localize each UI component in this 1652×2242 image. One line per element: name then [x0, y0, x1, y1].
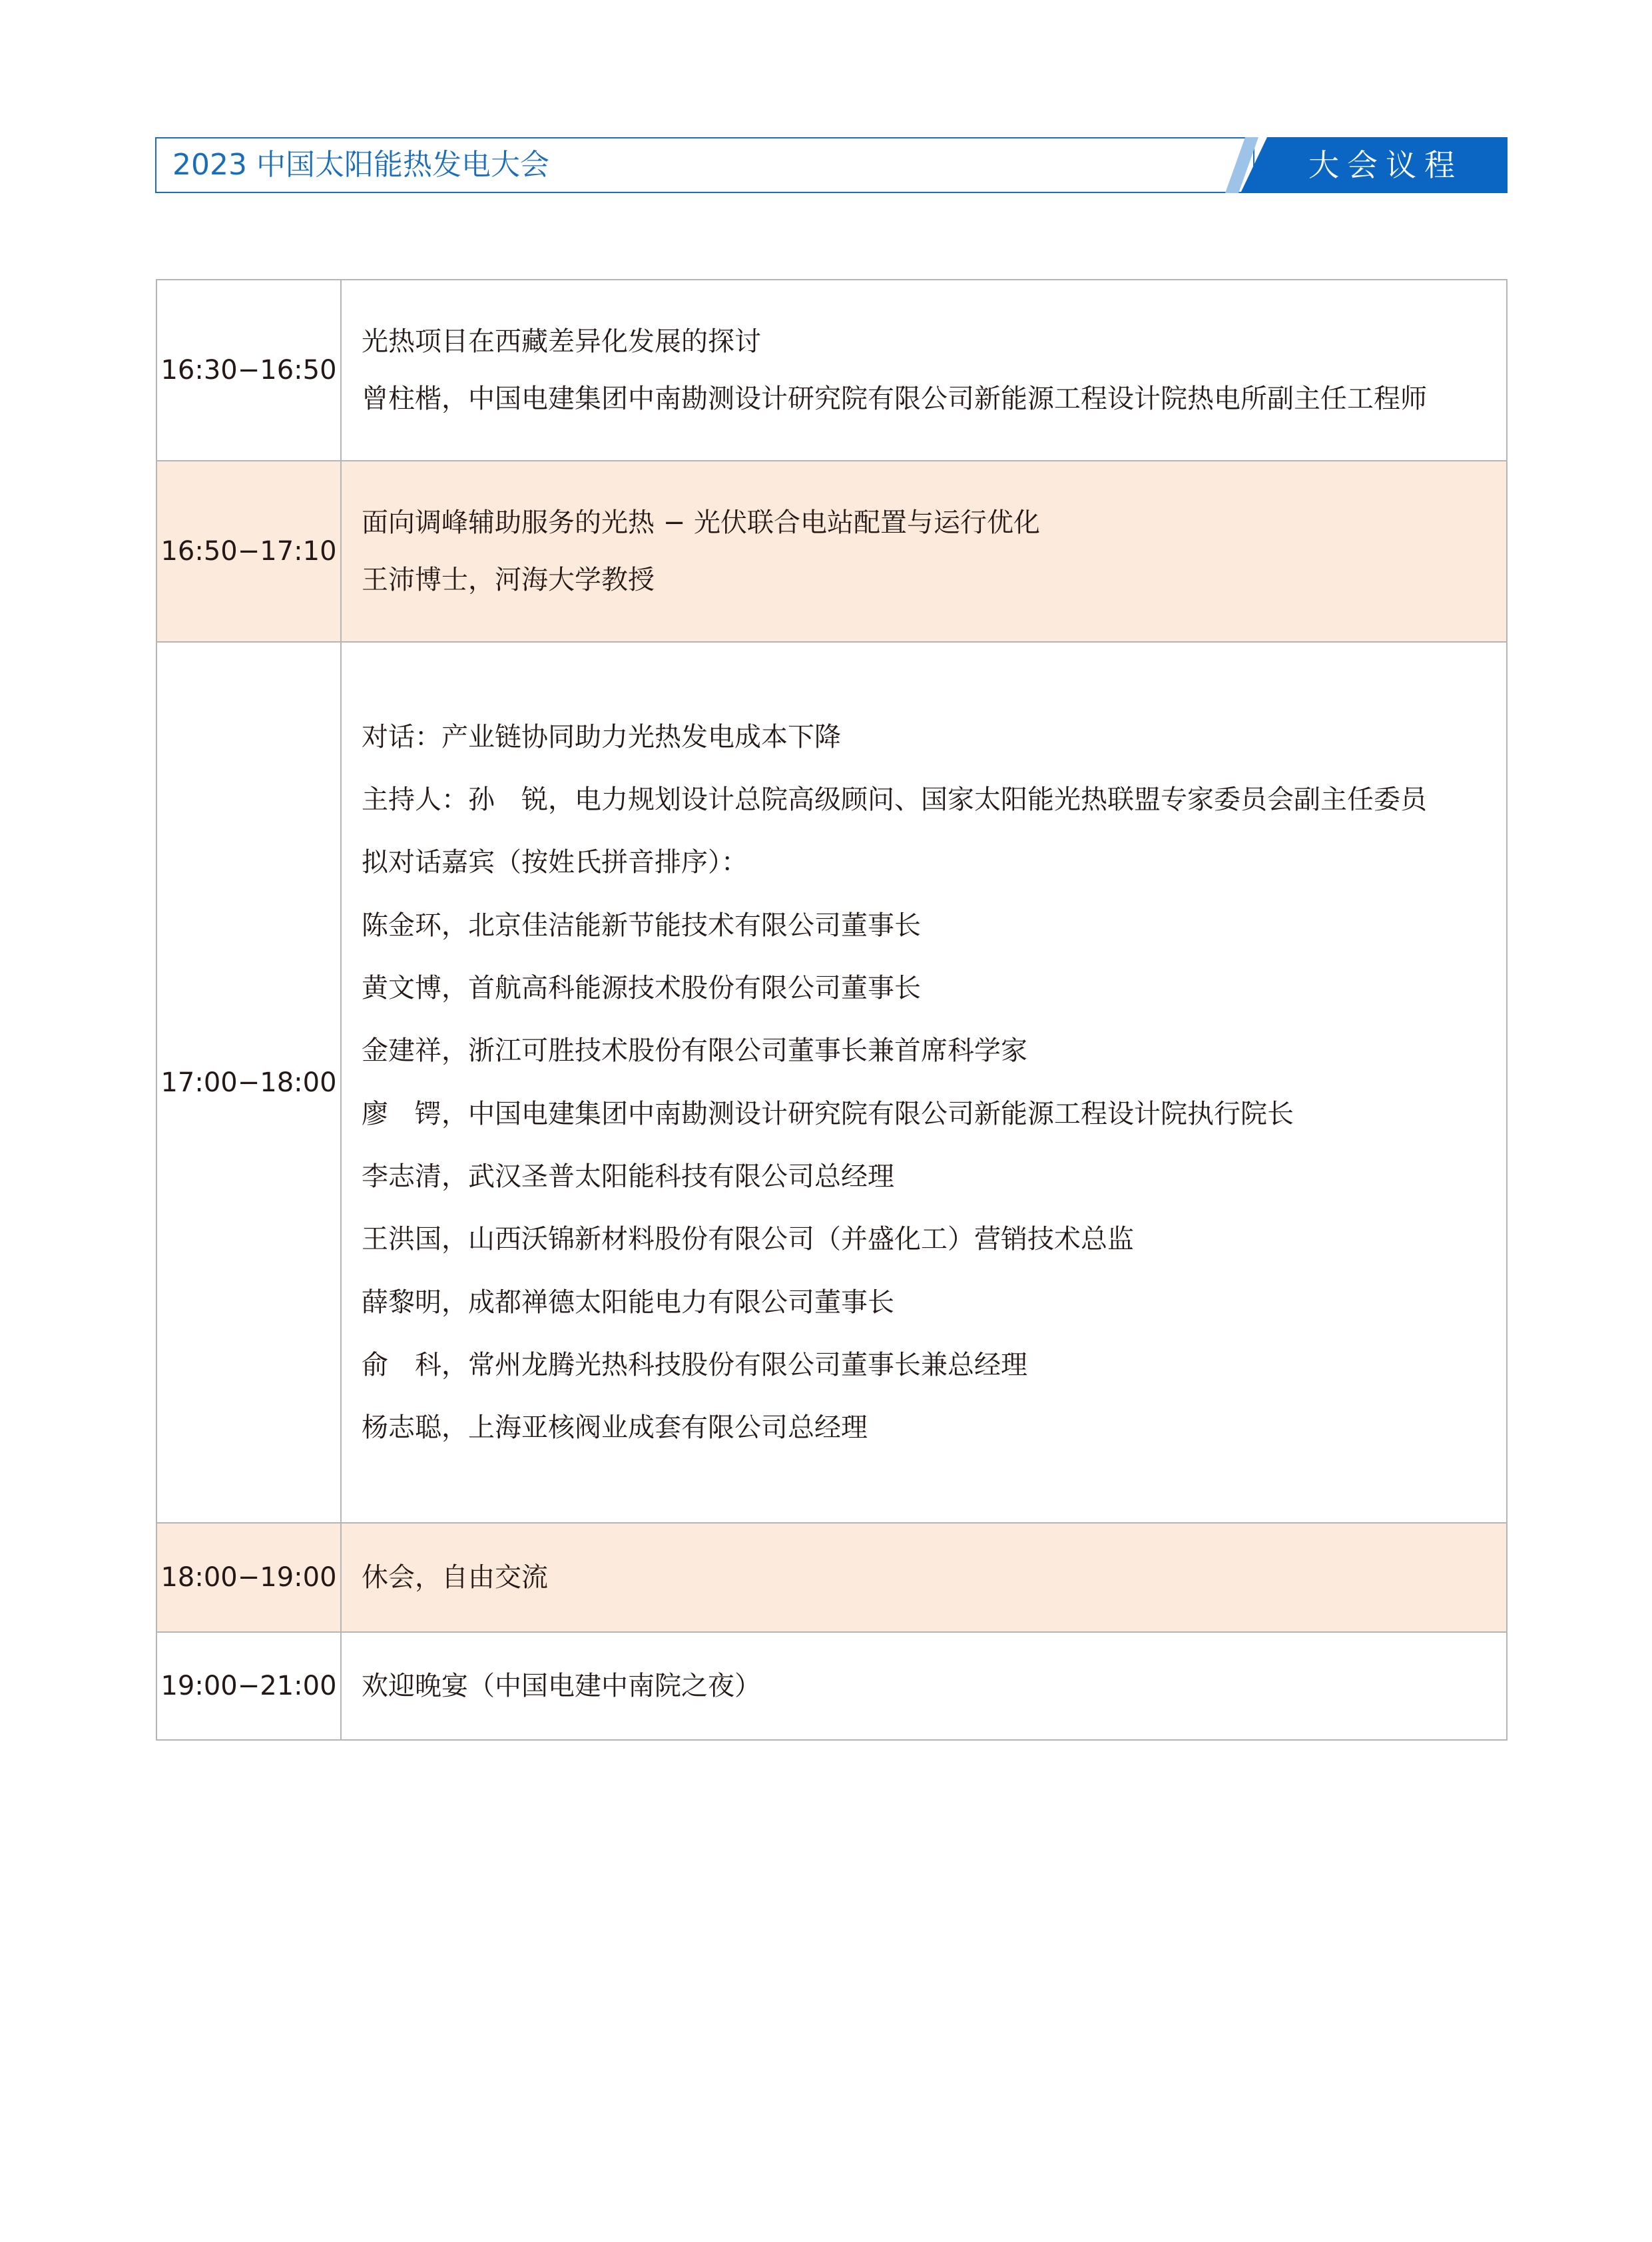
- guest: 薛黎明，成都禅德太阳能电力有限公司董事长: [362, 1286, 894, 1318]
- agenda-row: [157, 1522, 1506, 1631]
- guest: 王洪国，山西沃锦新材料股份有限公司（并盛化工）营销技术总监: [362, 1224, 1134, 1255]
- session-title: 休会，自由交流: [362, 1562, 548, 1593]
- guest: 李志清，武汉圣普太阳能科技有限公司总经理: [362, 1161, 894, 1192]
- session-title: 光热项目在西藏差异化发展的探讨: [362, 326, 761, 357]
- agenda-time: 16:50−17:10: [157, 461, 342, 641]
- agenda-time: 17:00−18:00: [157, 643, 342, 1522]
- header-banner: [155, 137, 1508, 193]
- guests-heading: 拟对话嘉宾（按姓氏拼音排序）：: [362, 847, 748, 878]
- agenda-row: [157, 1631, 1506, 1739]
- speaker: 曾柱楷，中国电建集团中南勘测设计研究院有限公司新能源工程设计院热电所副主任工程师: [362, 384, 1427, 414]
- moderator: 主持人：孙 锐，电力规划设计总院高级顾问、国家太阳能光热联盟专家委员会副主任委员: [362, 784, 1427, 816]
- guest: 金建祥，浙江可胜技术股份有限公司董事长兼首席科学家: [362, 1035, 1027, 1067]
- agenda-content: [342, 461, 1506, 641]
- agenda-row: [157, 460, 1506, 641]
- speaker: 王沛博士，河海大学教授: [362, 565, 655, 595]
- guest: 杨志聪，上海亚核阀业成套有限公司总经理: [362, 1412, 868, 1444]
- session-title: 面向调峰辅助服务的光热 − 光伏联合电站配置与运行优化: [362, 507, 1040, 538]
- agenda-table: [156, 279, 1508, 1741]
- agenda-content: [342, 1633, 1506, 1739]
- guest: 黄文博，首航高科能源技术股份有限公司董事长: [362, 973, 921, 1004]
- conference-title: 2023 中国太阳能热发电大会: [172, 148, 549, 182]
- agenda-content: [342, 643, 1506, 1522]
- guest: 俞 科，常州龙腾光热科技股份有限公司董事长兼总经理: [362, 1349, 1027, 1380]
- agenda-content: [342, 1524, 1506, 1631]
- agenda-row: [157, 280, 1506, 460]
- session-title: 对话：产业链协同助力光热发电成本下降: [362, 721, 841, 752]
- guest: 廖 锷，中国电建集团中南勘测设计研究院有限公司新能源工程设计院执行院长: [362, 1098, 1294, 1129]
- guest: 陈金环，北京佳洁能新节能技术有限公司董事长: [362, 910, 921, 941]
- session-title: 欢迎晚宴（中国电建中南院之夜）: [362, 1671, 761, 1701]
- agenda-time: 19:00−21:00: [157, 1633, 342, 1739]
- agenda-time: 18:00−19:00: [157, 1524, 342, 1631]
- agenda-time: 16:30−16:50: [157, 280, 342, 460]
- agenda-row: [157, 641, 1506, 1522]
- section-label: 大会议程: [1308, 147, 1463, 183]
- agenda-content: [342, 280, 1506, 460]
